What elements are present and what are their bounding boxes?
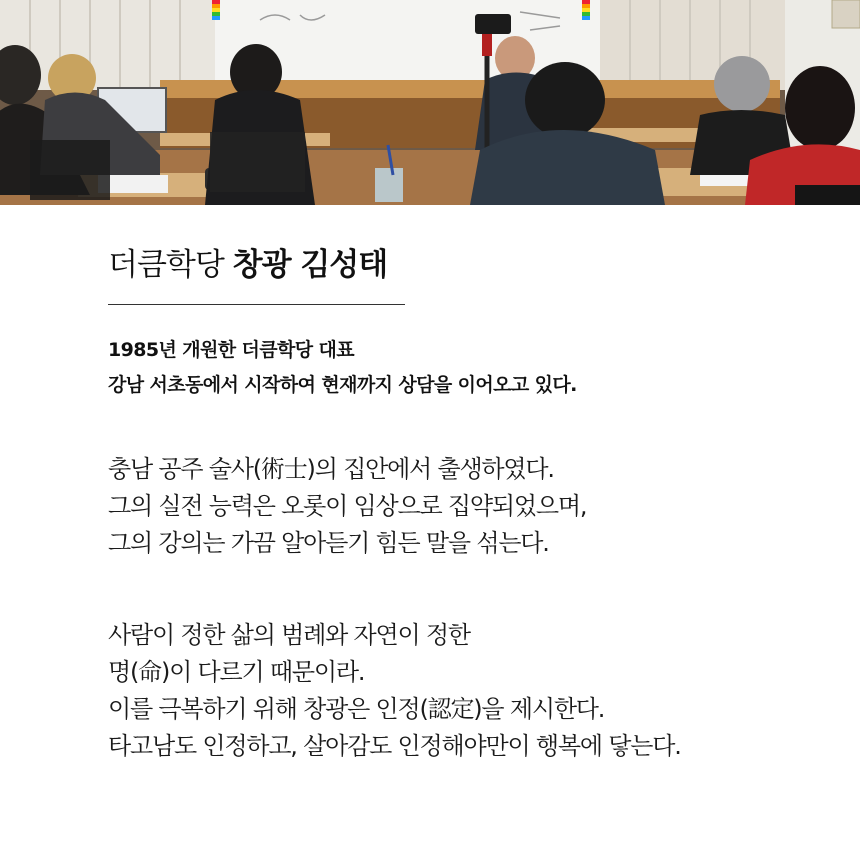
body-paragraph-2 <box>108 617 681 765</box>
classroom-photo-illustration <box>0 0 860 205</box>
body-paragraph-1 <box>108 451 586 562</box>
header-photo <box>0 0 860 205</box>
intro-line: 1985년 개원한 더큼학당 대표 <box>108 339 355 361</box>
title-person-name: 창광 김성태 <box>232 247 388 283</box>
body-line: 그의 강의는 가끔 알아듣기 힘든 말을 섞는다. <box>108 529 549 557</box>
page-title <box>108 243 387 287</box>
title-underline-divider <box>108 304 405 305</box>
body-line: 명(命)이 다르기 때문이라. <box>108 658 365 686</box>
intro-block <box>108 333 577 403</box>
body-line: 충남 공주 술사(術士)의 집안에서 출생하였다. <box>108 455 554 483</box>
body-line: 타고남도 인정하고, 살아감도 인정해야만이 행복에 닿는다. <box>108 732 681 760</box>
body-line: 사람이 정한 삶의 범례와 자연이 정한 <box>108 621 470 649</box>
body-line: 이를 극복하기 위해 창광은 인정(認定)을 제시한다. <box>108 695 605 723</box>
title-academy: 더큼학당 <box>108 247 224 283</box>
body-line: 그의 실전 능력은 오롯이 임상으로 집약되었으며, <box>108 492 587 520</box>
intro-line: 강남 서초동에서 시작하여 현재까지 상담을 이어오고 있다. <box>108 374 577 396</box>
